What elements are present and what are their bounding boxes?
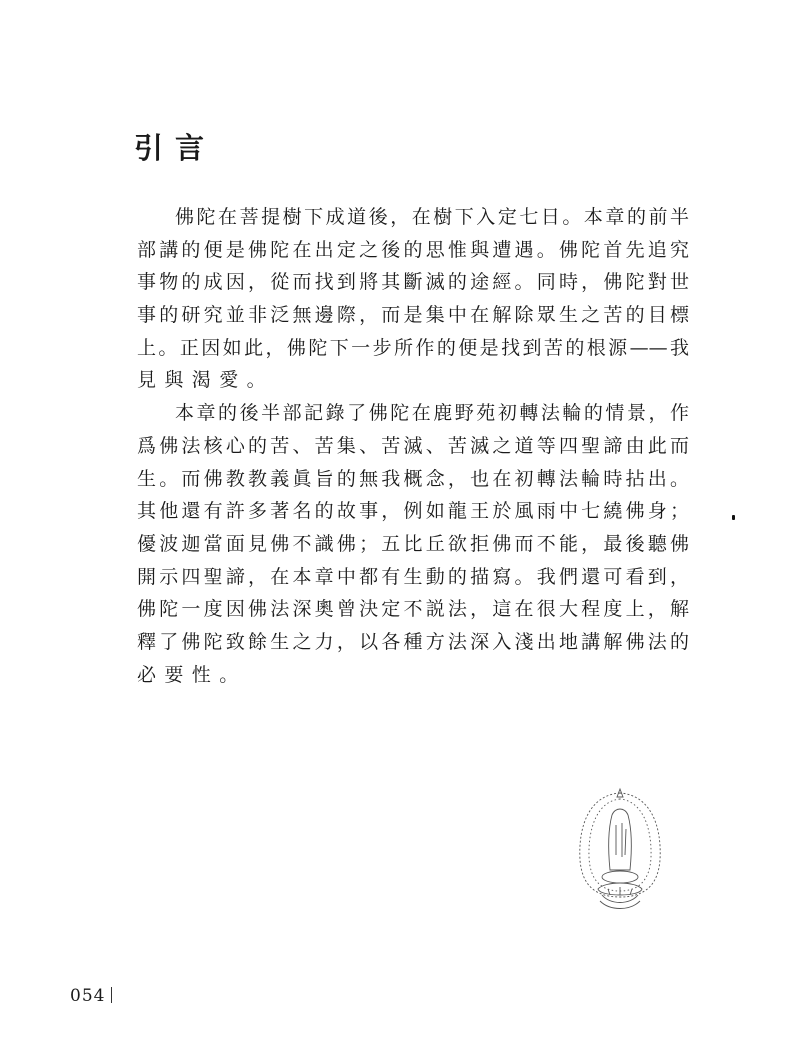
text-line: 生。而佛教教義眞旨的無我概念，也在初轉法輪時拈出。 (137, 467, 689, 490)
text-line: 事的研究並非泛無邊際，而是集中在解除眾生之苦的目標 (137, 304, 689, 327)
page-number (70, 986, 112, 1006)
page-number-text: 054 (70, 986, 106, 1006)
text-line: 佛陀在菩提樹下成道後，在樹下入定七日。本章的前半 (175, 206, 689, 228)
text-line: 優波迦當面見佛不識佛；五比丘欲拒佛而不能，最後聽佛 (137, 532, 689, 555)
text-line: 其他還有許多著名的故事，例如龍王於風雨中七繞佛身； (137, 500, 689, 523)
text-line: 見與渴愛。 (137, 369, 275, 392)
buddha-illustration (570, 785, 670, 920)
text-line: 佛陀一度因佛法深奧曾決定不説法，這在很大程度上，解 (137, 598, 689, 621)
chapter-title: 引言 (134, 131, 217, 165)
ink-speck (732, 515, 735, 520)
body-text (137, 201, 689, 691)
text-line: 上。正因如此，佛陀下一步所作的便是找到苦的根源——我 (137, 336, 689, 359)
page-number-divider (111, 987, 112, 1003)
text-line: 事物的成因，從而找到將其斷滅的途經。同時，佛陀對世 (137, 271, 689, 294)
text-line: 必要性。 (137, 663, 247, 686)
text-line: 釋了佛陀致餘生之力，以各種方法深入淺出地講解佛法的 (137, 630, 689, 653)
text-line: 本章的後半部記錄了佛陀在鹿野苑初轉法輪的情景，作 (175, 402, 689, 425)
text-line: 開示四聖諦，在本章中都有生動的描寫。我們還可看到， (137, 565, 689, 588)
text-line: 部講的便是佛陀在出定之後的思惟與遭遇。佛陀首先追究 (137, 238, 689, 261)
text-line: 爲佛法核心的苦、苦集、苦滅、苦滅之道等四聖諦由此而 (137, 434, 689, 457)
